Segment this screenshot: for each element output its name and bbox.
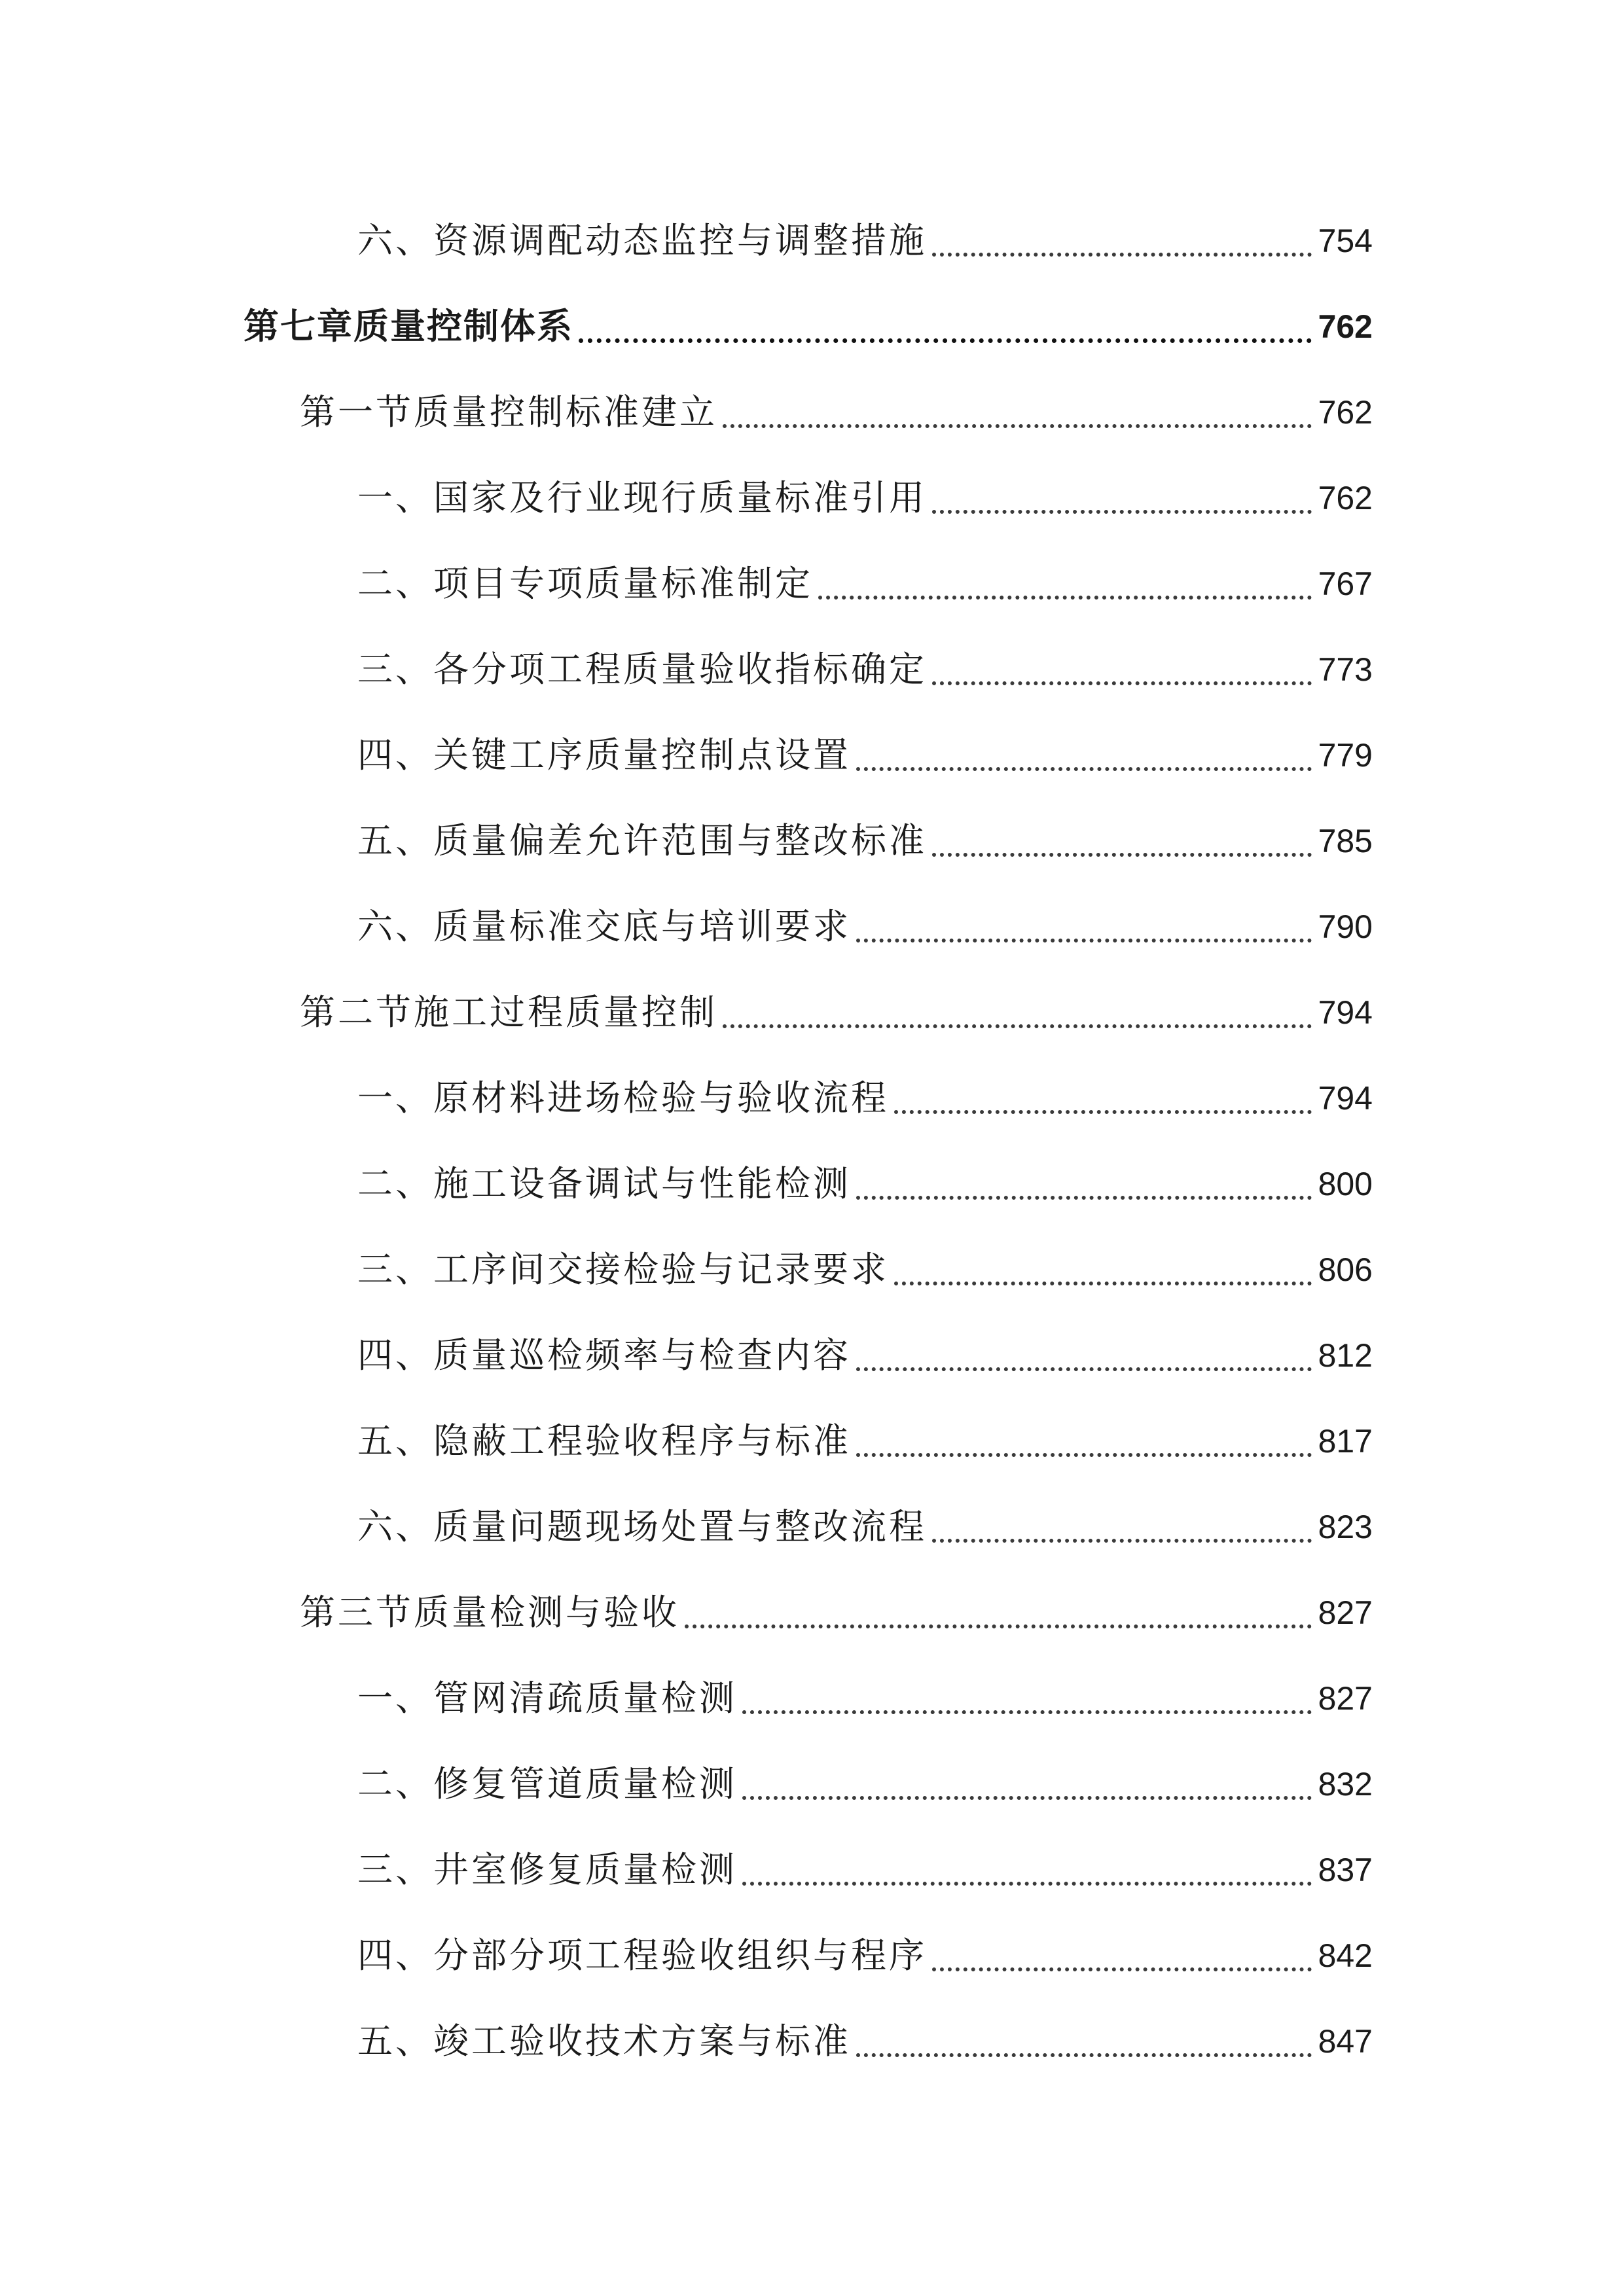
toc-entry-title: 二、修复管道质量检测	[357, 1763, 737, 1804]
toc-entry-page: 762	[1318, 394, 1373, 431]
toc-entry-title: 第三节质量检测与验收	[300, 1592, 679, 1633]
toc-entry-item[interactable]	[357, 723, 1373, 788]
dot-leader	[856, 1323, 1312, 1388]
toc-entry-title: 二、项目专项质量标准制定	[357, 563, 813, 604]
dot-leader	[856, 1151, 1312, 1217]
toc-entry-item[interactable]	[357, 2009, 1373, 2074]
toc-entry-page: 832	[1318, 1766, 1373, 1803]
toc-entry-item[interactable]	[357, 1066, 1373, 1131]
toc-entry-title: 六、质量标准交底与培训要求	[357, 906, 851, 947]
toc-entry-item[interactable]	[357, 1923, 1373, 1988]
toc-entry-item[interactable]	[357, 637, 1373, 702]
toc-entry-page: 806	[1318, 1251, 1373, 1288]
dot-leader	[818, 551, 1312, 617]
toc-entry-page: 779	[1318, 737, 1373, 774]
dot-leader	[685, 1580, 1312, 1645]
toc-entry-page: 794	[1318, 1080, 1373, 1117]
toc-entry-item[interactable]	[357, 1323, 1373, 1388]
dot-leader	[894, 1066, 1312, 1131]
toc-entry-item[interactable]	[357, 465, 1373, 531]
toc-entry-section[interactable]	[300, 1580, 1373, 1645]
toc-entry-page: 812	[1318, 1337, 1373, 1374]
dot-leader	[932, 1923, 1312, 1988]
toc-entry-title: 六、质量问题现场处置与整改流程	[357, 1506, 927, 1547]
toc-entry-title: 二、施工设备调试与性能检测	[357, 1163, 851, 1204]
dot-leader	[932, 465, 1312, 531]
toc-entry-title: 五、隐蔽工程验收程序与标准	[357, 1420, 851, 1462]
toc-entry-page: 842	[1318, 1937, 1373, 1974]
toc-entry-page: 823	[1318, 1509, 1373, 1545]
toc-entry-title: 五、竣工验收技术方案与标准	[357, 2020, 851, 2062]
dot-leader	[932, 1494, 1312, 1560]
toc-entry-title: 三、各分项工程质量验收指标确定	[357, 649, 927, 690]
toc-entry-title: 四、关键工序质量控制点设置	[357, 734, 851, 776]
toc-entry-title: 五、质量偏差允许范围与整改标准	[357, 820, 927, 861]
dot-leader	[932, 808, 1312, 874]
toc-entry-item[interactable]	[357, 1237, 1373, 1302]
toc-entry-section[interactable]	[300, 980, 1373, 1045]
toc-entry-item[interactable]	[357, 208, 1373, 274]
dot-leader	[579, 294, 1312, 359]
toc-entry-page: 800	[1318, 1166, 1373, 1202]
dot-leader	[932, 637, 1312, 702]
dot-leader	[932, 208, 1312, 274]
toc-entry-item[interactable]	[357, 1751, 1373, 1817]
toc-entry-page: 827	[1318, 1594, 1373, 1631]
toc-entry-item[interactable]	[357, 1494, 1373, 1560]
toc-entry-item[interactable]	[357, 1408, 1373, 1474]
dot-leader	[856, 723, 1312, 788]
toc-entry-title: 第一节质量控制标准建立	[300, 391, 717, 433]
toc-entry-page: 794	[1318, 994, 1373, 1031]
dot-leader	[723, 380, 1312, 445]
toc-entry-title: 四、分部分项工程验收组织与程序	[357, 1935, 927, 1976]
dot-leader	[742, 1837, 1312, 1903]
toc-entry-item[interactable]	[357, 894, 1373, 960]
toc-entry-title: 六、资源调配动态监控与调整措施	[357, 220, 927, 261]
toc-entry-item[interactable]	[357, 1837, 1373, 1903]
toc-entry-title: 一、管网清疏质量检测	[357, 1677, 737, 1719]
toc-entry-page: 762	[1318, 308, 1373, 345]
toc-entry-title: 第七章质量控制体系	[244, 306, 573, 347]
toc-entry-page: 837	[1318, 1852, 1373, 1888]
toc-entry-item[interactable]	[357, 551, 1373, 617]
toc-entry-page: 847	[1318, 2023, 1373, 2060]
toc-entry-title: 三、工序间交接检验与记录要求	[357, 1249, 889, 1290]
toc-entry-page: 754	[1318, 223, 1373, 259]
toc-entry-section[interactable]	[300, 380, 1373, 445]
toc-entry-title: 一、原材料进场检验与验收流程	[357, 1077, 889, 1119]
toc-entry-title: 四、质量巡检频率与检查内容	[357, 1335, 851, 1376]
dot-leader	[856, 1408, 1312, 1474]
toc-entry-chapter[interactable]	[244, 294, 1373, 359]
dot-leader	[723, 980, 1312, 1045]
dot-leader	[742, 1666, 1312, 1731]
toc-entry-page: 773	[1318, 651, 1373, 688]
dot-leader	[894, 1237, 1312, 1302]
toc-entry-item[interactable]	[357, 1666, 1373, 1731]
dot-leader	[742, 1751, 1312, 1817]
toc-entry-title: 三、井室修复质量检测	[357, 1849, 737, 1890]
toc-entry-page: 817	[1318, 1423, 1373, 1460]
toc-entry-page: 790	[1318, 908, 1373, 945]
toc-entry-title: 一、国家及行业现行质量标准引用	[357, 477, 927, 518]
toc-entry-title: 第二节施工过程质量控制	[300, 992, 717, 1033]
toc-entry-item[interactable]	[357, 808, 1373, 874]
toc-entry-item[interactable]	[357, 1151, 1373, 1217]
dot-leader	[856, 2009, 1312, 2074]
toc-entry-page: 767	[1318, 565, 1373, 602]
dot-leader	[856, 894, 1312, 960]
toc-entry-page: 785	[1318, 823, 1373, 859]
toc-entry-page: 762	[1318, 480, 1373, 516]
toc-entry-page: 827	[1318, 1680, 1373, 1717]
